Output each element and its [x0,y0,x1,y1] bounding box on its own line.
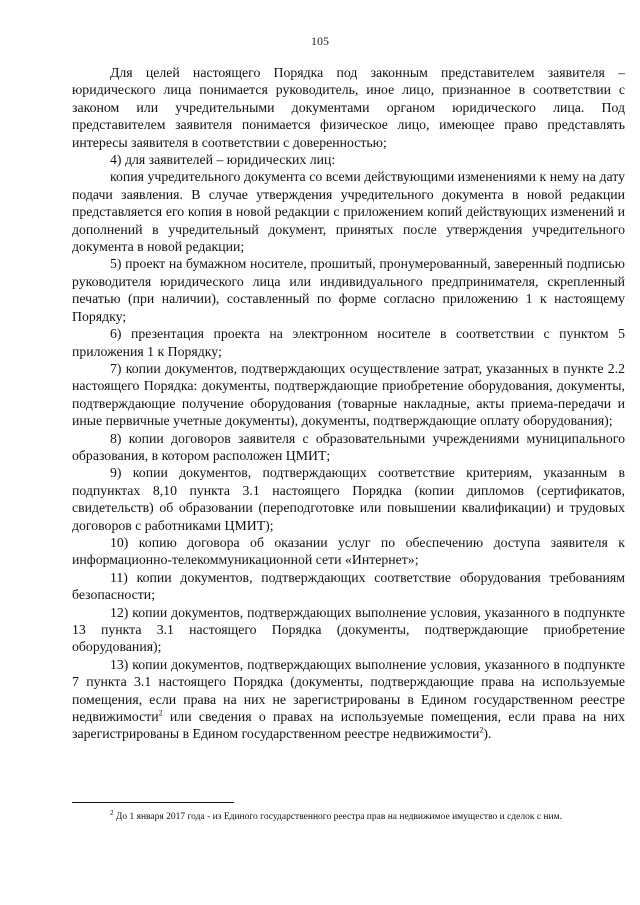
paragraph-item-4: 4) для заявителей – юридических лиц: [110,152,336,168]
footnote-text: До 1 января 2017 года - из Единого государственного реестра прав на недвижимое имущество и сделок с ним. [113,812,562,822]
paragraph-legal-representative: Для целей настоящего Порядка под законным представителем заявителя – юридического лица понимается руководитель, иное лицо, признанное в соответствии с законом или учредительными документами органом юридического лица. Под представителем заявителя понимается физическое лицо, имеющее право представлять интересы заявителя в соответствии с доверенностью; [72,65,625,150]
paragraph-item-5: 5) проект на бумажном носителе, прошитый, пронумерованный, заверенный подписью руководителя юридического лица или индивидуального предпринимателя, скрепленный печатью (при наличии), составленный по форме согласно приложению 1 к настоящему Порядку; [72,256,625,324]
paragraph-item-8: 8) копии договоров заявителя с образовательными учреждениями муниципального образования, в котором расположен ЦМИТ; [72,430,625,463]
paragraph-item-6: 6) презентация проекта на электронном носителе в соответствии с пунктом 5 приложения 1 к Порядку; [72,326,625,359]
paragraph-item-10: 10) копию договора об оказании услуг по обеспечению доступа заявителя к информационно-телекоммуникационной сети «Интернет»; [72,534,625,568]
paragraph-item-12: 12) копии документов, подтверждающих выполнение условия, указанного в подпункте 13 пункта 3.1 настоящего Порядка (документы, подтверждающие приобретение оборудования); [72,604,625,655]
paragraph-item-13 [72,656,625,743]
body-text [72,64,625,743]
paragraph-item-9: 9) копии документов, подтверждающих соответствие критериям, указанным в подпунктах 8,10 пункта 3.1 настоящего Порядка (копии дипломов (сертификатов, свидетельств) об образовании (переподготовке или повышении квалификации) и трудовых договоров с работниками ЦМИТ); [72,465,625,533]
page-number: 105 [311,34,329,48]
footnote-marker: 2 [110,808,114,817]
footnote-reference-2: 2 [479,725,484,735]
paragraph-charter-copy: копия учредительного документа со всеми действующими изменениями к нему на дату подачи заявления. В случае утверждения учредительного документа в новой редакции представляется его копия в новой редакции с приложением копий действующих изменений и дополнений в учредительный документ, принятых после утверждения учредительного документа в новой редакции; [72,169,625,255]
paragraph-item-13-part2: или сведения о правах на используемые помещения, если права на них зарегистрированы в Едином государственном реестре недвижимости [72,709,625,742]
footnote-reference-1: 2 [158,708,163,718]
footnote-separator [72,802,234,803]
paragraph-item-11: 11) копии документов, подтверждающих соответствие оборудования требованиям безопасности; [72,569,625,603]
paragraph-item-13-part3: ). [483,726,492,742]
footnote [72,810,625,824]
paragraph-item-7: 7) копии документов, подтверждающих осуществление затрат, указанных в пункте 2.2 настоящего Порядка: документы, подтверждающие приобретение оборудования, документы, подтверждающие получение оборудования (товарные накладные, акты приема-передачи и иные первичные учетные документы), документы, подтверждающие оплату оборудования); [72,360,625,429]
paragraph-item-13-part1: 13) копии документов, подтверждающих выполнение условия, указанного в подпункте 7 пункта 3.1 настоящего Порядка (документы, подтверждающие права на используемые помещения, если права на них не зарегистрированы в Едином государственном реестре недвижимости [72,656,625,725]
